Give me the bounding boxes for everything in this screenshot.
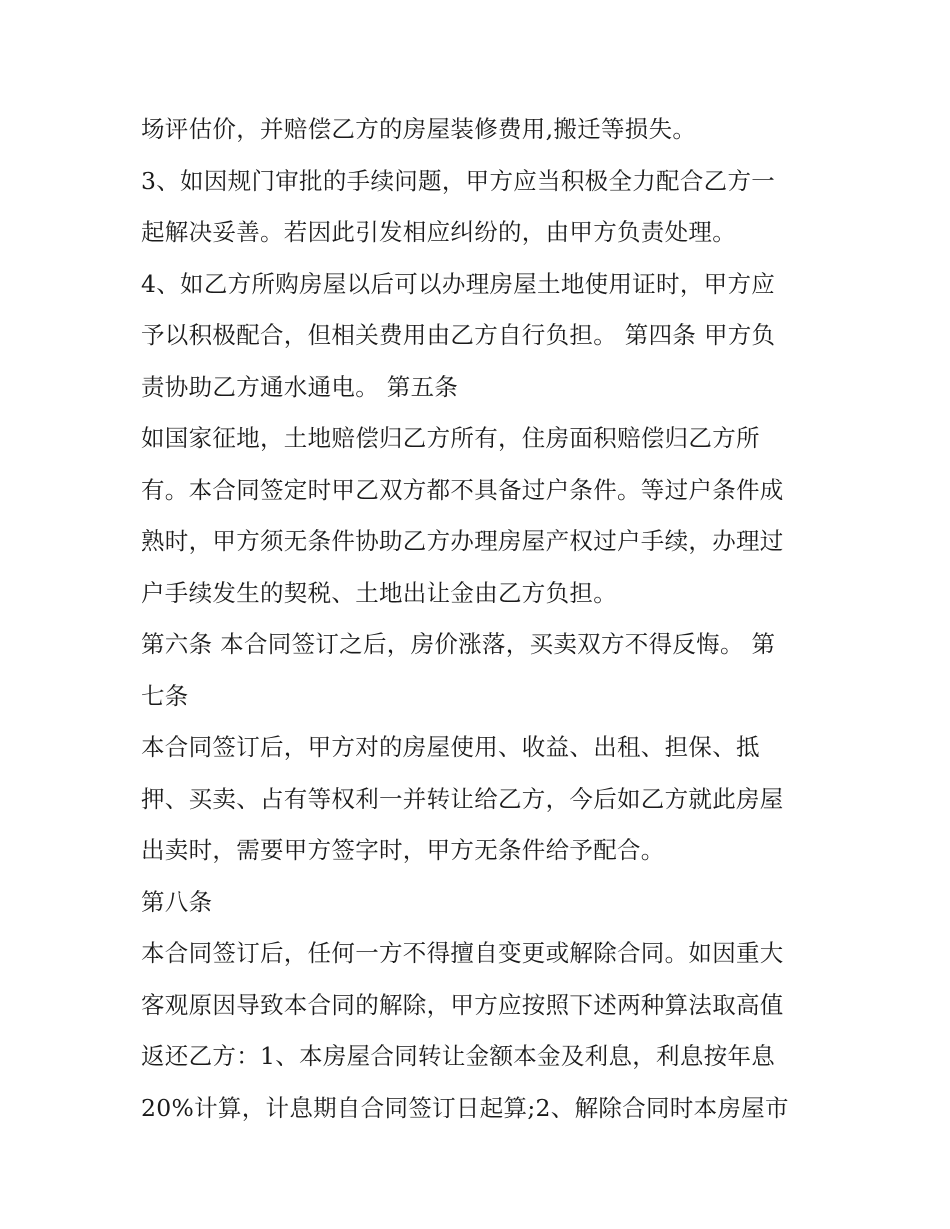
text-line: 熟时，甲方须无条件协助乙方办理房屋产权过户手续，办理过 (141, 527, 784, 555)
text-line: 场评估价，并赔偿乙方的房屋装修费用,搬迁等损失。 (141, 115, 697, 143)
text-line: 户手续发生的契税、土地出让金由乙方负担。 (141, 578, 617, 607)
text-line: 押、买卖、占有等权利一并转让给乙方，今后如乙方就此房屋 (141, 784, 784, 813)
text-line: 客观原因导致本合同的解除，甲方应按照下述两种算法取高值 (141, 990, 784, 1019)
text-line: 本合同签订后，任何一方不得擅自变更或解除合同。如因重大 (141, 939, 784, 967)
text-line: 出卖时，需要甲方签字时，甲方无条件给予配合。 (141, 836, 665, 864)
text-line: 本合同签订后，甲方对的房屋使用、收益、出租、担保、抵 (141, 733, 760, 761)
text-line: 20%计算，计息期自合同签订日起算;2、解除合同时本房屋市 (141, 1093, 789, 1122)
contract-text-body (141, 104, 841, 1134)
text-line: 予以积极配合，但相关费用由乙方自行负担。 第四条 甲方负 (141, 321, 776, 349)
text-line: 第六条 本合同签订之后，房价涨落，买卖双方不得反悔。 第 (141, 630, 776, 658)
text-line: 责协助乙方通水通电。 第五条 (141, 372, 459, 401)
text-line: 3、如因规门审批的手续问题，甲方应当积极全力配合乙方一 (141, 166, 776, 195)
text-line: 起解决妥善。若因此引发相应纠纷的，由甲方负责处理。 (141, 218, 736, 246)
text-line: 返还乙方：1、本房屋合同转让金额本金及利息，利息按年息 (141, 1042, 776, 1070)
text-line: 有。本合同签定时甲乙双方都不具备过户条件。等过户条件成 (141, 475, 784, 504)
text-line: 第八条 (141, 887, 213, 916)
text-line: 如国家征地，土地赔偿归乙方所有，住房面积赔偿归乙方所 (141, 424, 760, 452)
text-line: 七条 (141, 681, 189, 710)
text-line: 4、如乙方所购房屋以后可以办理房屋土地使用证时，甲方应 (141, 269, 776, 298)
